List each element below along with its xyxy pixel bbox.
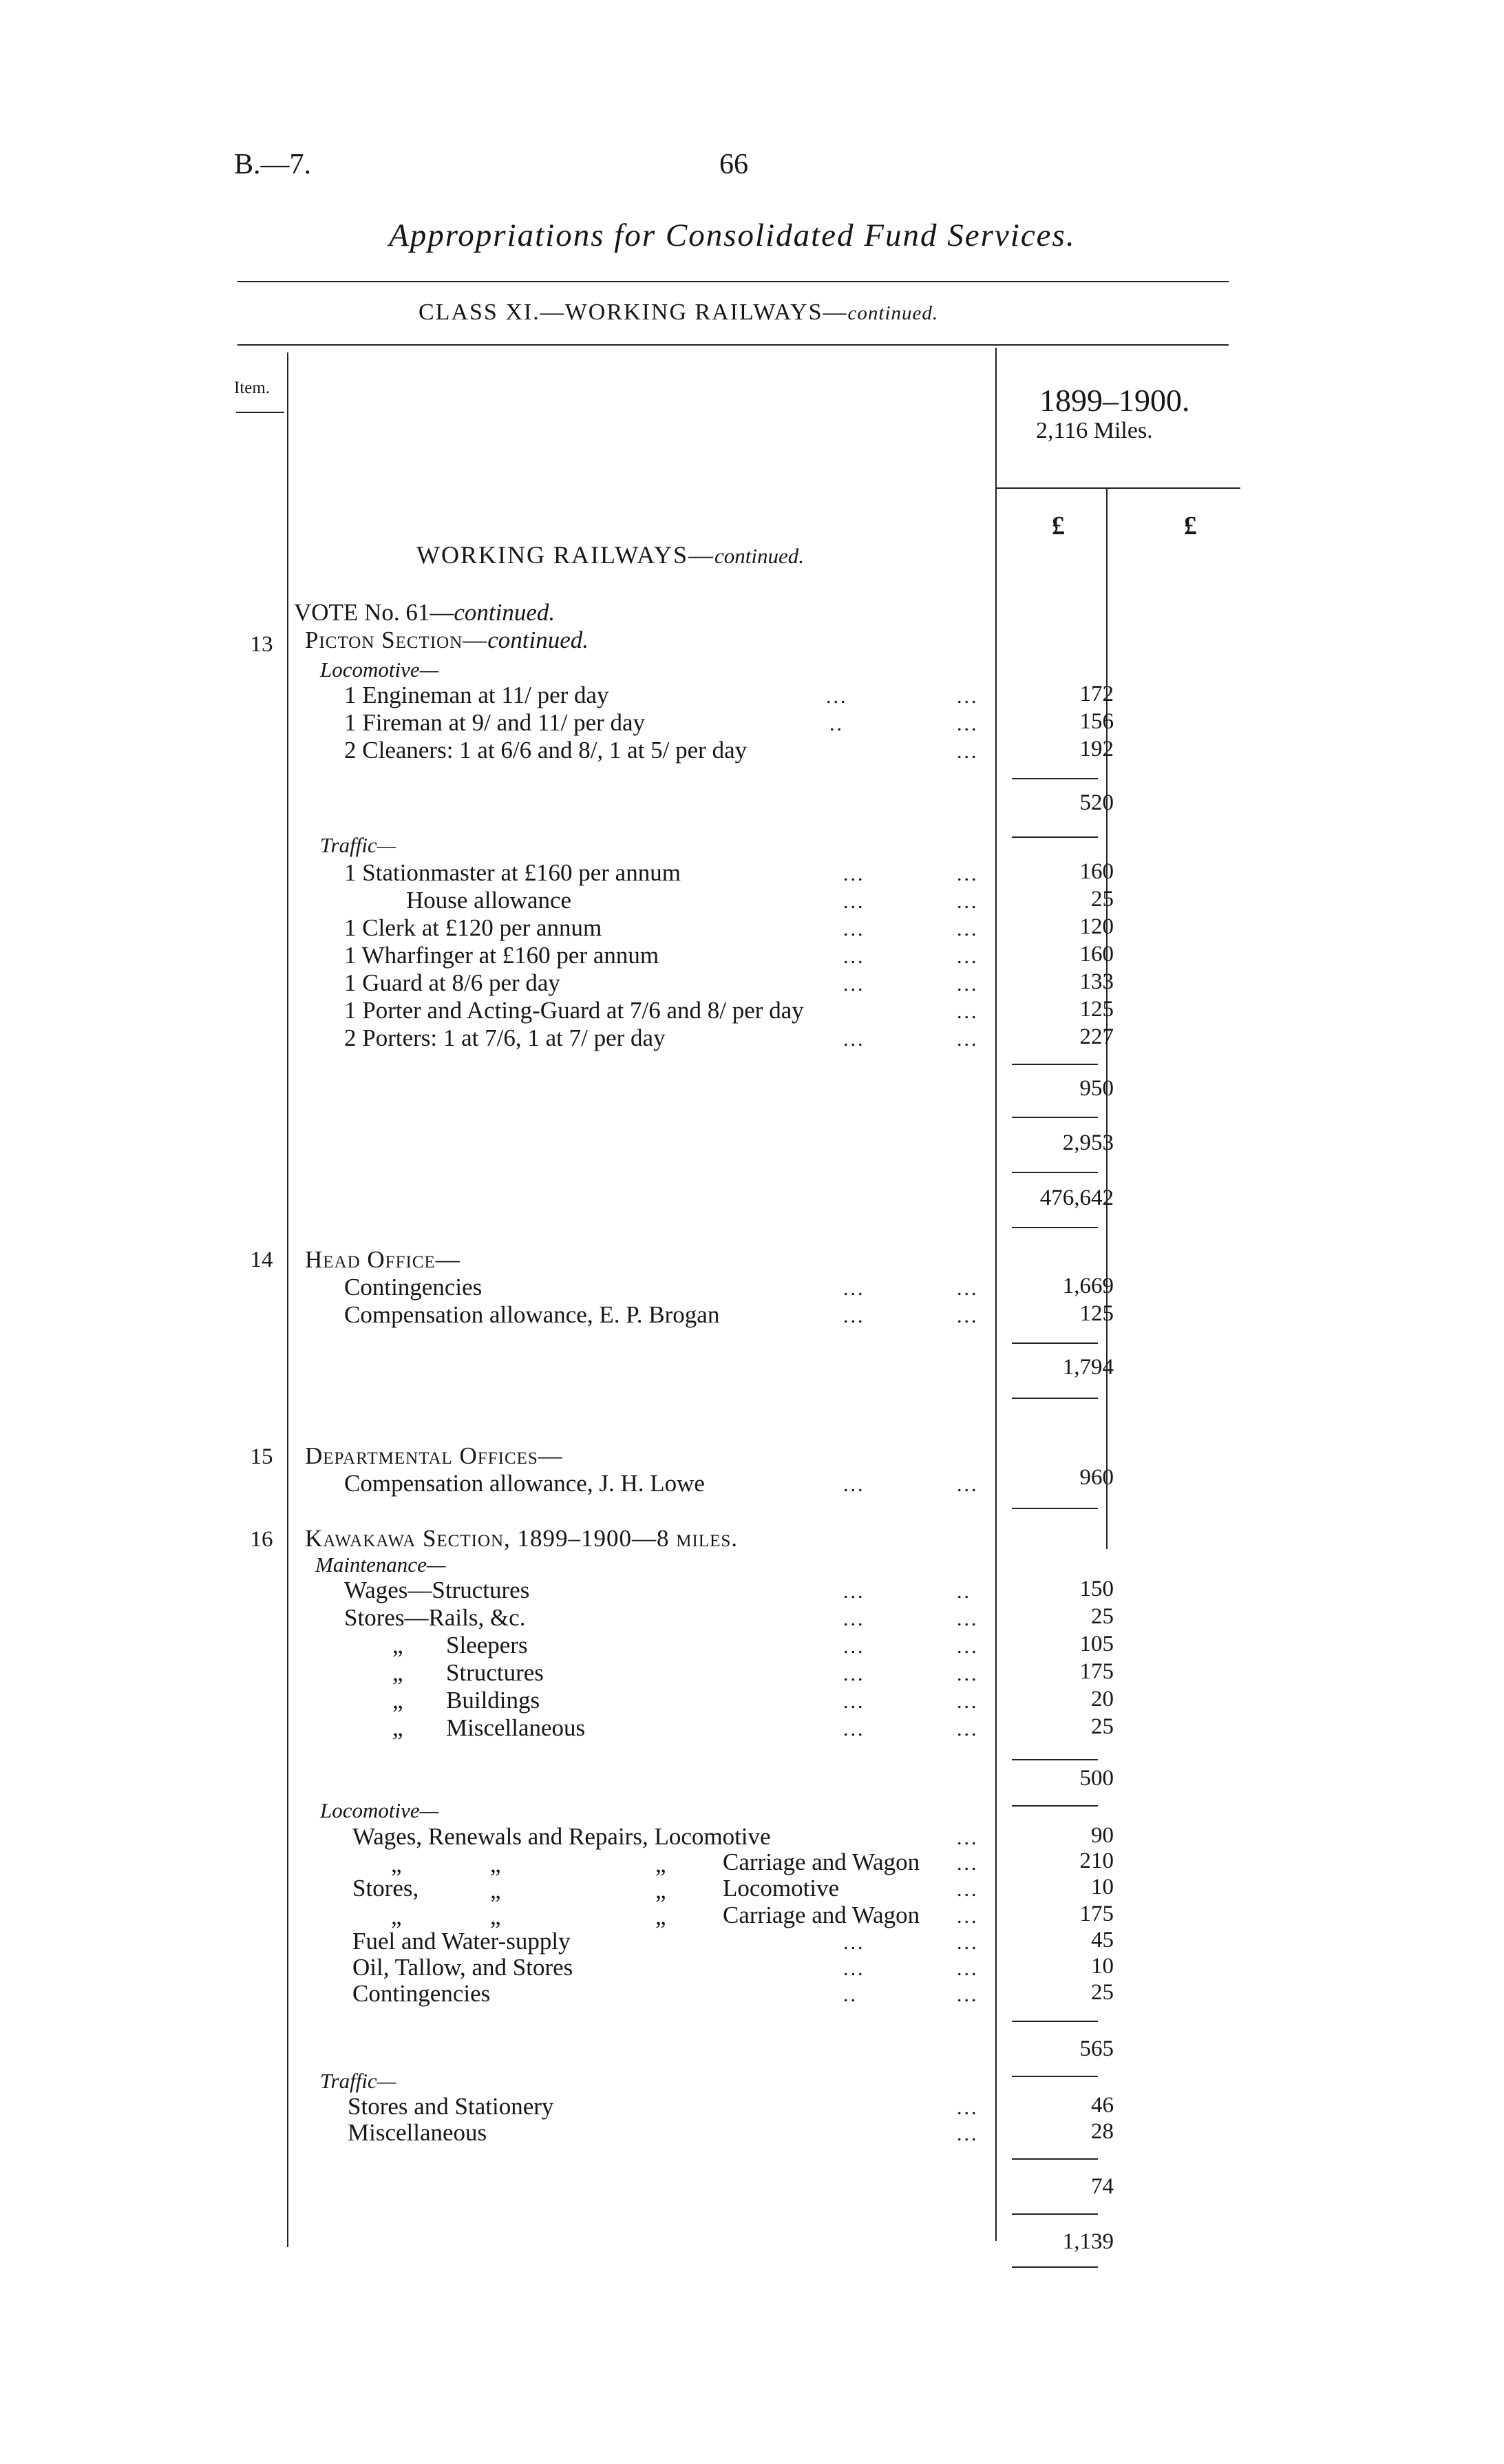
leader-dots: ... — [826, 685, 848, 708]
leader-dots: ... — [957, 945, 979, 968]
amount: 25 — [1091, 1980, 1114, 2005]
total-rule — [1012, 2213, 1098, 2215]
leader-dots: ... — [957, 1028, 979, 1051]
subtotal-amount: 74 — [1091, 2174, 1114, 2199]
subtotal-rule — [1012, 1805, 1098, 1807]
leader-dots: ... — [957, 918, 979, 940]
line-item-text: 1 Clerk at £120 per annum — [344, 914, 602, 941]
line-item-text: 1 Wharfinger at £160 per annum — [344, 942, 659, 969]
item-number: 16 — [250, 1527, 273, 1552]
line-item-text: Wages, Renewals and Repairs, Locomotive — [352, 1823, 771, 1850]
vote-heading-suffix: continued. — [454, 599, 555, 626]
amount: 90 — [1091, 1823, 1114, 1848]
leader-dots: ... — [957, 740, 979, 763]
subheading-locomotive: Locomotive— — [320, 657, 439, 682]
line-item-text: 1 Engineman at 11/ per day — [344, 682, 609, 708]
subheading-traffic: Traffic— — [320, 2069, 396, 2093]
ditto-mark: „ — [392, 1687, 403, 1714]
section-heading-text: WORKING RAILWAYS— — [416, 541, 714, 569]
leader-dots: ... — [843, 1718, 865, 1740]
amount: 150 — [1079, 1577, 1114, 1601]
leader-dots: ... — [957, 1663, 979, 1685]
rule-top — [237, 281, 1229, 282]
leader-dots: ... — [957, 2123, 979, 2145]
leader-dots: ... — [843, 1635, 865, 1658]
leader-dots: ... — [957, 1000, 979, 1023]
ditto-mark: „ — [655, 1851, 666, 1877]
leader-dots: ... — [957, 1718, 979, 1740]
line-item-text: Compensation allowance, E. P. Brogan — [344, 1301, 720, 1328]
amount: 133 — [1079, 969, 1114, 994]
total-rule — [1012, 2266, 1098, 2268]
amount: 192 — [1079, 737, 1114, 761]
subtotal-rule — [1012, 2076, 1098, 2077]
leader-dots: ... — [957, 1931, 979, 1954]
leader-dots: .. — [957, 1580, 971, 1603]
line-item-text: Miscellaneous — [446, 1714, 586, 1741]
line-item-text: Contingencies — [352, 1980, 491, 2007]
leader-dots: ... — [957, 1826, 979, 1849]
line-item-text: Carriage and Wagon — [723, 1902, 920, 1928]
item-number: 13 — [250, 632, 273, 657]
ditto-mark: „ — [655, 1877, 666, 1904]
leader-dots: ... — [843, 1690, 865, 1713]
leader-dots: ... — [957, 973, 979, 996]
item-total-amount: 1,139 — [1062, 2229, 1114, 2254]
amount: 210 — [1079, 1849, 1114, 1873]
total-rule — [1012, 1398, 1098, 1399]
page-title: Appropriations for Consolidated Fund Services. — [389, 218, 1076, 253]
section-heading-suffix: continued. — [714, 544, 804, 568]
amount: 160 — [1079, 942, 1114, 967]
line-item-text: 1 Porter and Acting-Guard at 7/6 and 8/ per day — [344, 997, 804, 1024]
line-item-text: Carriage and Wagon — [723, 1849, 920, 1875]
leader-dots: ... — [843, 1277, 865, 1300]
document-reference: B.—7. — [234, 149, 312, 180]
ditto-mark: „ — [392, 1632, 403, 1659]
subtotal-rule — [1012, 778, 1098, 779]
item-heading: Departmental Offices— — [305, 1442, 563, 1469]
amount: 10 — [1091, 1954, 1114, 1979]
amount: 227 — [1079, 1024, 1114, 1049]
line-item-text: Buildings — [446, 1687, 540, 1714]
page-number: 66 — [719, 149, 748, 180]
line-item-text: Structures — [446, 1659, 544, 1686]
line-item-text: Fuel and Water-supply — [352, 1928, 571, 1955]
leader-dots: ... — [843, 973, 865, 996]
line-item-text: Sleepers — [446, 1632, 528, 1659]
line-item-text: Locomotive — [723, 1875, 840, 1902]
leader-dots: ... — [957, 1957, 979, 1980]
subtotal-rule — [1012, 2021, 1098, 2022]
subheading-traffic: Traffic— — [320, 833, 396, 857]
total-rule — [1012, 1172, 1098, 1173]
leader-dots: ... — [957, 1690, 979, 1713]
amount: 175 — [1079, 1902, 1114, 1926]
subtotal-amount: 950 — [1079, 1076, 1114, 1101]
ditto-mark: „ — [490, 1903, 501, 1930]
ditto-mark: „ — [392, 1659, 403, 1686]
leader-dots: ... — [957, 685, 979, 708]
subtotal-amount: 500 — [1079, 1766, 1114, 1791]
leader-dots: ... — [843, 863, 865, 885]
amount: 46 — [1091, 2093, 1114, 2118]
item-header-rule — [236, 412, 284, 413]
item-heading: Kawakawa Section, 1899–1900—8 miles. — [305, 1525, 739, 1552]
amount: 10 — [1091, 1875, 1114, 1899]
leader-dots: ... — [957, 1983, 979, 2006]
amount: 1,669 — [1062, 1274, 1114, 1298]
leader-dots: ... — [843, 1473, 865, 1496]
item-heading: Head Office— — [305, 1246, 460, 1273]
class-heading-text: CLASS XI.—WORKING RAILWAYS— — [419, 299, 848, 325]
leader-dots: ... — [957, 1608, 979, 1630]
leader-dots: ... — [843, 918, 865, 940]
item-heading-suffix: continued. — [487, 626, 589, 653]
leader-dots: ... — [843, 945, 865, 968]
amount: 120 — [1079, 914, 1114, 939]
leader-dots: .. — [843, 1983, 858, 2006]
amount-header-rule — [995, 487, 1240, 489]
leader-dots: ... — [957, 1852, 979, 1875]
ditto-mark: „ — [392, 1714, 403, 1741]
leader-dots: ... — [957, 890, 979, 913]
amount: 20 — [1091, 1687, 1114, 1712]
subtotal-rule — [1012, 836, 1098, 838]
subheading-locomotive: Locomotive— — [320, 1798, 439, 1822]
ditto-mark: „ — [490, 1877, 501, 1904]
leader-dots: ... — [843, 1028, 865, 1051]
amount: 156 — [1079, 709, 1114, 734]
amount: 125 — [1079, 1301, 1114, 1326]
leader-dots: ... — [843, 1305, 865, 1327]
pound-sign-first-column: £ — [1052, 512, 1065, 540]
line-item-text: Stores, — [352, 1875, 419, 1902]
miles-heading: 2,116 Miles. — [1036, 418, 1153, 443]
vote-total-amount: 476,642 — [1039, 1186, 1114, 1210]
subtotal-amount: 565 — [1079, 2036, 1114, 2061]
line-item-text: 2 Porters: 1 at 7/6, 1 at 7/ per day — [344, 1024, 666, 1051]
line-item-text: Contingencies — [344, 1274, 483, 1301]
leader-dots: ... — [957, 863, 979, 885]
amount: 125 — [1079, 997, 1114, 1022]
leader-dots: ... — [957, 1905, 979, 1928]
amount: 172 — [1079, 682, 1114, 706]
amount: 25 — [1091, 1714, 1114, 1739]
item-number: 15 — [250, 1444, 273, 1469]
amount: 175 — [1079, 1659, 1114, 1684]
amount-column-left-rule — [995, 348, 997, 2241]
total-rule — [1012, 1227, 1098, 1228]
amount: 28 — [1091, 2119, 1114, 2144]
subtotal-rule — [1012, 1342, 1098, 1344]
leader-dots: ... — [957, 1473, 979, 1496]
section-heading — [416, 540, 804, 569]
item-total-amount: 2,953 — [1062, 1130, 1114, 1155]
leader-dots: ... — [843, 1580, 865, 1603]
pound-sign-second-column: £ — [1184, 512, 1197, 540]
item-heading-text: Picton Section— — [305, 626, 488, 653]
leader-dots: ... — [843, 1663, 865, 1685]
line-item-text: Miscellaneous — [348, 2119, 487, 2146]
amount: 960 — [1079, 1465, 1114, 1490]
leader-dots: ... — [843, 1931, 865, 1954]
item-total-amount: 1,794 — [1062, 1355, 1114, 1380]
line-item-text: Wages—Structures — [344, 1577, 530, 1603]
class-heading — [419, 299, 938, 326]
subtotal-rule — [1012, 1064, 1098, 1065]
line-item-text: House allowance — [406, 887, 572, 914]
vote-heading-text: VOTE No. 61— — [294, 599, 454, 626]
line-item-text: Stores—Rails, &c. — [344, 1604, 526, 1631]
leader-dots: ... — [843, 890, 865, 913]
year-heading: 1899–1900. — [1039, 383, 1190, 418]
leader-dots: ... — [843, 1957, 865, 1980]
line-item-text: Oil, Tallow, and Stores — [352, 1954, 573, 1981]
amount: 25 — [1091, 887, 1114, 912]
class-heading-suffix: continued. — [847, 302, 939, 324]
line-item-text: 1 Stationmaster at £160 per annum — [344, 859, 681, 886]
amount: 45 — [1091, 1928, 1114, 1952]
subtotal-rule — [1012, 1759, 1098, 1760]
line-item-text: Compensation allowance, J. H. Lowe — [344, 1470, 705, 1497]
subtotal-rule — [1012, 2158, 1098, 2160]
vote-heading — [294, 599, 555, 626]
leader-dots: .. — [829, 713, 844, 735]
leader-dots: ... — [957, 1305, 979, 1327]
ditto-mark: „ — [391, 1903, 402, 1930]
item-heading — [305, 626, 589, 654]
line-item-text: 1 Guard at 8/6 per day — [344, 969, 560, 996]
amount: 160 — [1079, 859, 1114, 884]
amount: 105 — [1079, 1632, 1114, 1656]
leader-dots: ... — [957, 1878, 979, 1901]
item-column-header: Item. — [234, 379, 271, 397]
item-number: 14 — [250, 1247, 273, 1272]
ditto-mark: „ — [490, 1851, 501, 1877]
rule-under-class — [237, 344, 1229, 346]
leader-dots: ... — [957, 1277, 979, 1300]
leader-dots: ... — [957, 2096, 979, 2119]
line-item-text: 2 Cleaners: 1 at 6/6 and 8/, 1 at 5/ per day — [344, 737, 748, 764]
leader-dots: ... — [843, 1608, 865, 1630]
line-item-text: Stores and Stationery — [348, 2093, 554, 2120]
line-item-text: 1 Fireman at 9/ and 11/ per day — [344, 709, 646, 736]
subheading-maintenance: Maintenance— — [315, 1552, 446, 1577]
total-rule — [1012, 1508, 1098, 1509]
ditto-mark: „ — [391, 1851, 402, 1877]
ditto-mark: „ — [655, 1903, 666, 1930]
leader-dots: ... — [957, 1635, 979, 1658]
subtotal-amount: 520 — [1079, 790, 1114, 815]
leader-dots: ... — [957, 713, 979, 735]
total-rule — [1012, 1117, 1098, 1118]
amount: 25 — [1091, 1604, 1114, 1629]
